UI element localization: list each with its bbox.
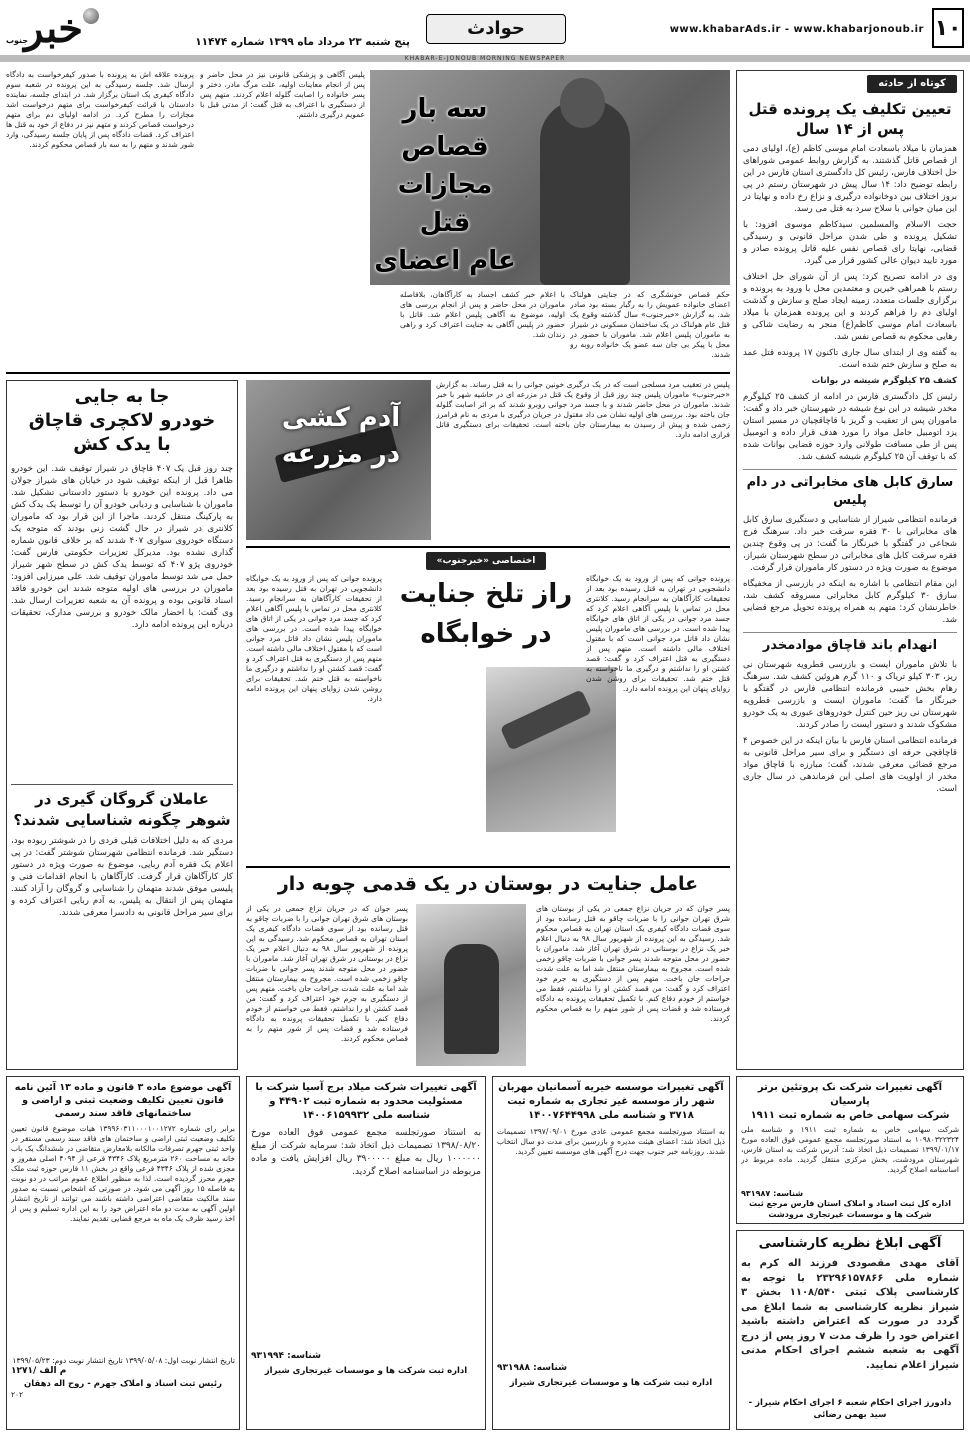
paragraph: فرمانده انتظامی استان فارس با بیان اینکه در این خصوص ۴ قاچاقچی حرفه ای دستگیر و برای سیر مراحل قانونی به مرجع قضائی معرفی شدند، گفت: مبارزه با قاچاق مواد مخدر از اولویت های اصلی این فرماندهی در سال جاری است. (743, 736, 957, 794)
ad-signature: اداره کل ثبت اسناد و املاک استان فارس مرجع ثبت شرکت ها و موسسات غیرتجاری مرودشت (749, 1199, 951, 1219)
defendant-figure (444, 944, 499, 1054)
date-line: پنج شنبه ۲۳ مرداد ماه ۱۳۹۹ شماره ۱۱۴۷۴ (195, 36, 410, 48)
masthead (0, 0, 970, 62)
section-title: حوادث (467, 18, 525, 39)
top-story-headline (370, 90, 520, 280)
kidnap-body: مردی که به دلیل اختلافات قبلی فردی را در شوشتر ربوده بود، دستگیر شد. فرمانده انتظامی شهرستان شوشتر گفت: در پی اعلام یک فقره آدم ربایی، موضوع به صورت ویژه در دستور کار کارآگاهان قرار گرفت. کارآگاهان با انجام اقدامات فنی و پلیسی موفق شدند متهمان را شناسایی و گروگان را آزاد کنند. متهمان پس از انتقال به پلیس، به آدم ربایی اعتراف کرده و برای سیر مراحل قانونی به دادسرا معرفی شدند. (11, 836, 233, 918)
headline-line: عاملان گروگان گیری در (35, 790, 209, 808)
brief-headline-2: سارق کابل های مخابراتی در دام پلیس (743, 469, 957, 510)
ad-nak-protein (736, 1076, 964, 1224)
ad-milad-borj (246, 1076, 486, 1430)
gallows-body-right: پسر جوان که در جریان نزاع جمعی در یکی از بوستان های شرق تهران جوانی را با ضربات چاقو به قتل رسانده بود از سوی قضات دادگاه کیفری یک استان تهران به قصاص محکوم شد. رسیدگی به این پرونده از شهریور سال ۹۸ به دنبال اعلام خبر یک نزاع در بوستانی در شرق تهران آغاز شد. ماموران با حضور در محل متوجه شدند پسر جوانی با ضربات چاقو زخمی شده است. مجروح به بیمارستان منتقل شد اما به علت شدت جراحات جان باخت. متهم پس از دستگیری به جرم خود اعتراف کرد و گفت: من قصد کشتن او را نداشتم، فقط می خواستم از خودم دفاع کنم. با تکمیل تحقیقات پرونده به دادگاه فرستاده شد و قضات پس از شور متهم را به قصاص محکوم کردند. (536, 904, 730, 1023)
brief-tag: کوتاه از حادثه (867, 75, 957, 93)
bedroom-body-right: پرونده جوانی که پس از ورود به یک خوابگاه دانشجویی در تهران به قتل رسیده بود بعد از تحقیقات کارآگاهان به سرانجام رسید. کلانتری محل در تماس با پلیس آگاهی اعلام کرد که جسد مرد جوانی در یکی از اتاق های خوابگاه پیدا شده است. در بررسی های ماموران پلیس نشان داد قاتل مرد جوانی است که با مقتول اختلاف مالی داشته است. متهم پس از دستگیری به قتل اعتراف کرد و گفت: قصد کشتن او را نداشتم و درگیری ما ناخواسته به قتل ختم شد. تحقیقات برای روشن شدن زوایای پنهان این پرونده ادامه دارد. (586, 574, 730, 693)
top-story-col-4: پرونده علاقه اش به پرونده با صدور کیفرخواست به دادگاه ارسال شد. جلسه رسیدگی به این پرونده در شعبه سوم دادگاه کیفری یک استان برگزار شد. در ابتدای جلسه، نماینده دادستان با قرائت کیفرخواست برای متهم درخواست اشد مجازات را مطرح کرد. در ادامه اولیای دم برای متهم درخواست قصاص کردند و متهم نیز در دفاع از خود به قتل ها اعتراف کرد. قضات دادگاه پس از پایان جلسه رسیدگی، وارد شور شدند و متهم را به سه بار قصاص محکوم کردند. (6, 70, 194, 149)
ad-title: آگهی تغییرات شرکت میلاد برج آسیا شرکت با مسئولیت محدود به شماره ثبت ۴۴۹۰۲ و شناسه ملی ۱۴۰۰۶۱۵۹۹۳۲ (255, 1082, 477, 1121)
banner-strip (0, 55, 970, 62)
ad-title: آگهی تغییرات موسسه خیریه آسمانیان مهربان شهر راز موسسه غیر تجاری به شماره ثبت ۳۷۱۸ و شناسه ملی ۱۴۰۰۷۶۴۴۹۹۸ (498, 1082, 724, 1121)
headline-line: سه بار قصاص (401, 94, 489, 162)
defendant-photo (416, 904, 526, 1066)
headline-line: شوهر چگونه شناسایی شدند؟ (13, 811, 231, 829)
ad-body: شرکت سهامی خاص به شماره ثبت ۱۹۱۱ و شناسه ملی ۱۰۹۸۰۳۲۲۳۲۴ به استناد صورتجلسه مجمع عمومی فوق العاده مورخ ۱۳۹۹/۰۱/۱۷ تصمیمات ذیل اتخاذ شد: آدرس شرکت به استان فارس، شهرستان مرودشت، بخش مرکزی منتقل گردید. ماده مربوط در اساسنامه اصلاح گردید. (741, 1125, 959, 1174)
headline-line: مجازات قتل (397, 170, 493, 238)
kidnap-headline (11, 784, 233, 831)
paragraph: به گفته وی از ابتدای سال جاری تاکنون ۱۷ پرونده قتل عمد به صلح و سازش ختم شده است. (743, 348, 957, 370)
bedroom-headline (386, 574, 586, 654)
logo-text: خبر (24, 5, 83, 52)
divider (246, 546, 730, 548)
paragraph: با تلاش ماموران ایست و بازرسی قطرویه شهرستان نی ریز، ۳۰۳ کیلو تریاک و ۱۱۰ گرم هروئین کشف شد. سرهنگ رهام بخش حبیبی فرمانده انتظامی فارس در گفتگو با خبرنگار ما گفت: ماموران ایست و بازرسی قطرویه شهرستان نی ریز حین کنترل خودروهای عبوری به یک خودرو مشکوک شدند و دستور ایست را صادر کردند. (743, 660, 957, 730)
ad-signature: اداره ثبت شرکت ها و موسسات غیرتجاری شیراز (264, 1366, 468, 1376)
ad-number: شناسه: ۹۳۱۹۸۸ (497, 1363, 567, 1373)
websites: www.khabarAds.ir - www.khabarjonoub.ir (669, 24, 924, 35)
headline-line: در خوابگاه (420, 619, 552, 649)
ad-code: ۲۰۲ (11, 1390, 24, 1399)
ad-body: به استناد صورتجلسه مجمع عمومی فوق العاده مورخ ۱۳۹۸/۰۸/۲۰ تصمیمات ذیل اتخاذ شد: سرمایه شرکت از مبلغ ۱۰۰۰۰۰۰ ریال به مبلغ ۳۹۰۰۰۰۰ ریال افزایش یافت و ماده مربوطه در اساسنامه اصلاح گردید. (251, 1128, 481, 1177)
ad-charity (492, 1076, 730, 1430)
headline-line: جا به جایی (74, 386, 170, 407)
divider (246, 866, 730, 868)
car-story-body: چند روز قبل یک ۴۰۷ قاچاق در شیراز توقیف شد. این خودرو ظاهرا قبل از اینکه توقیف شود در خیابان های شیراز جولان می داد. پرونده این خودرو با دستور دادستانی تشکیل شد. ماموران با شناسایی و ردیابی خودرو آن را توسط یک یدک کش به پارکینگ منتقل کردند. ماجرا از این قرار بود که ماموران کلانتری در شیراز در حال گشت زنی بودند که متوجه یک دستگاه خودروی سواری ۴۰۷ شدند که بر خلاف قانون شماره گذاری نشده بود. مدیرکل تعزیرات حکومتی فارس گفت: خودروی پژو ۴۰۷ که توسط یدک کش در سطح شهر شیراز حمل می شد توسط ماموران توقیف شد. علی میرزایی افزود: ماموران در بررسی های اولیه متوجه شدند این خودرو فاقد اسناد قانونی بوده و پرونده آن به شعبه تعزیرات ارسال شد. وی گفت: با احضار مالک خودرو و بررسی مدارک، تحقیقات درباره این پرونده ادامه دارد. (11, 464, 233, 630)
banner-text: KHABAR-E-JONOUB MORNING NEWSPAPER (404, 55, 566, 62)
brief-body-3 (743, 659, 957, 795)
top-story-col-1: حکم قصاص خونشگری که در جنایتی هولناک اعضای خانواده عمویش را به رگبار بسته بود صادر شد. به گزارش «خبرجنوب» سال گذشته وقوع یک قتل عام هولناک در یک ساختمان مسکونی در شیراز به ماموران پلیس اعلام شد. ماموران با حضور در محل با پیکر بی جان سه عضو یک خانواده روبه رو شدند. (570, 290, 730, 359)
subheading: کشف ۲۵ کیلوگرم شیشه در بوانات (811, 376, 957, 386)
right-column (736, 70, 964, 1070)
ad-number: شناسه: ۹۳۱۹۹۴ (251, 1351, 321, 1361)
farm-story (246, 380, 730, 540)
divider (6, 372, 730, 374)
paragraph: حجت الاسلام والمسلمین سیدکاظم موسوی افزود: با تشکیل پرونده و طی شدن مراحل قانونی و رسیدگی قضایی، نهایتا رای قصاص نفس علیه قاتل پرونده صادر و مورد تایید دیوان عالی کشور قرار می گیرد. (743, 220, 957, 266)
paragraph: همزمان با میلاد باسعادت امام موسی کاظم (ع)، اولیای دمی از قصاص قاتل گذشتند. به گزارش روابط عمومی شوراهای حل اختلاف فارس، رئیس کل دادگستری استان فارس در این رابطه توضیح داد: ۱۴ سال پیش در شهرستان رستم در پی بروز اختلاف بین دوخانواده درگیری و نزاع رخ داده و نهایتا در این میان جوانی با سلاح سرد به قتل می رسد. (743, 144, 957, 214)
brief-headline-3: انهدام باند قاچاق موادمخدر (743, 632, 957, 655)
ad-signature: اداره ثبت شرکت ها و موسسات غیرتجاری شیراز (509, 1378, 713, 1388)
page-number-box (932, 8, 964, 48)
ad-body: برابر رای شماره ۱۳۹۹۶۰۳۱۱۰۰۰۱۰۰۱۲۷۲ هیات موضوع قانون تعیین تکلیف وضعیت ثبتی اراضی و ساختمان های فاقد سند رسمی مستقر در واحد ثبتی جهرم تصرفات مالکانه بلامعارض متقاضی در ششدانگ یک باب خانه به مساحت ۲۶۰ مترمربع پلاک ۴۳۴۶ فرعی از ۴۰۹۴ اصلی مفروز و مجزی شده از پلاک ۴۳۴۶ فرعی واقع در بخش ۱۱ فارس حوزه ثبت ملک جهرم محرز گردیده است. لذا به منظور اطلاع عموم مراتب در دو نوبت به فاصله ۱۵ روز آگهی می شود. در صورتی که اشخاص نسبت به صدور سند مالکیت متقاضی اعتراضی داشته باشند می توانند از تاریخ انتشار اولین آگهی به مدت دو ماه اعتراض خود را به این اداره تسلیم و پس از اخذ رسید ظرف یک ماه به مرجع قضایی تقدیم نمایند. (11, 1124, 235, 1223)
paragraph: رئیس کل دادگستری فارس در ادامه از کشف ۲۵ کیلوگرم مخدر شیشه در این نوع شیشه در شهرستان خبر داد و گفت: ماموران پس از تعقیب و گریز با قاچاقچیان در مسیر استان یزد اتومبیل حامل مواد را مورد هدف قرار داده و اتومبیل پس از طی مسافت طولانی وارد حوزه قضایی بوانات شده که با توقف آن ۲۵ کیلوگرم شیشه کشف شد. (743, 392, 957, 462)
gallows-story (246, 870, 730, 1066)
top-story-col-3: پلیس آگاهی و پزشکی قانونی نیز در محل حاضر و پس از انجام معاینات اولیه، علت مرگ مادر، دختر و پسر خانواده را اصابت گلوله اعلام کردند. متهم پس از دستگیری با اعتراف به قتل گفت: از مدتی قبل با عمویم درگیری داشتم. (200, 70, 365, 119)
ad-body: آقای مهدی مقصودی فرزند اله کرم به شماره ملی ۲۳۲۹۶۱۵۷۸۶۶ با توجه به کارشناسی پلاک ثبتی ۱۱۰۸/۵۴۰ بخش ۳ شیراز نظریه کارشناسی به شما ابلاغ می گردد در صورت که اعتراض داشته باشید اعتراض خود را ظرف مدت ۷ روز پس از درج آگهی به شعبه ششم اجرای احکام مدنی شیراز اعلام نمایید. (741, 1258, 959, 1371)
farm-body: پلیس در تعقیب مرد مسلحی است که در یک درگیری خونین جوانی را به قتل رساند. به گزارش «خبرجنوب» ماموران پلیس چند روز قبل از وقوع یک قتل در مزرعه ای در حاشیه شهر با خبر شدند. ماموران در محل حاضر شدند و با جسد مرد جوانی روبرو شدند که بر اثر اصابت گلوله جان باخته بود. بررسی های اولیه نشان می داد مقتول در جریان درگیری با مردی به نام فرامرز زخمی شده و پیش از رسیدن به بیمارستان جان باخته است. تحقیقات برای دستگیری قاتل فراری ادامه دارد. (436, 380, 730, 439)
ad-title: آگهی ابلاغ نظریه کارشناسی (758, 1236, 942, 1251)
bedroom-story (246, 552, 730, 862)
exclusive-tag: اختصاصی «خبرجنوب» (426, 552, 546, 570)
ad-dates: تاریخ انتشار نوبت اول: ۱۳۹۹/۰۵/۰۸ تاریخ انتشار نوبت دوم: ۱۳۹۹/۰۵/۲۳ (12, 1356, 235, 1365)
car-story (6, 380, 238, 1070)
gavel-icon (500, 689, 593, 751)
logo (6, 4, 101, 54)
gallows-headline: عامل جنایت در بوستان در یک قدمی چوبه دار (277, 873, 699, 895)
car-story-headline (11, 385, 233, 457)
brief-headline-1: تعیین تکلیف یک پرونده قتل پس از ۱۴ سال (748, 100, 952, 138)
gallows-body-left: پسر جوان که در جریان نزاع جمعی در یکی از بوستان های شرق تهران جوانی را با ضربات چاقو به قتل رسانده بود از سوی قضات دادگاه کیفری یک استان تهران به قصاص محکوم شد. رسیدگی به این پرونده از شهریور سال ۹۸ به دنبال اعلام خبر یک نزاع در بوستانی در شرق تهران آغاز شد. ماموران با حضور در محل متوجه شدند پسر جوانی با ضربات چاقو زخمی شده است. مجروح به بیمارستان منتقل شد اما به علت شدت جراحات جان باخت. متهم پس از دستگیری به جرم خود اعتراف کرد و گفت: من قصد کشتن او را نداشتم، فقط می خواستم از خودم دفاع کنم. با تکمیل تحقیقات پرونده به دادگاه فرستاده شد و قضات پس از شور متهم را به قصاص محکوم کردند. (246, 904, 408, 1043)
ad-signature: رئیس ثبت اسناد و املاک جهرم - روح اله دهقان (24, 1379, 222, 1389)
ad-signature: دادورز اجرای احکام شعبه ۶ اجرای احکام شیراز - سید بهمن رضائی (748, 1398, 952, 1420)
logo-sub: جنوب (6, 36, 29, 45)
headline-line: عام اعضای (374, 246, 516, 276)
headline-line: راز تلخ جنایت (399, 579, 573, 609)
globe-icon (83, 8, 99, 24)
section-title-box (426, 14, 566, 44)
ad-land-registry (6, 1076, 240, 1430)
top-story (200, 70, 730, 366)
person-head (560, 78, 605, 128)
paragraph: این مقام انتظامی با اشاره به اینکه در بازرسی از مخفیگاه سارق ۳۰ کیلوگرم کابل مخابراتی مسروقه کشف شد، خاطرنشان کرد: متهم به همراه پرونده تحویل مرجع قضایی شد. (743, 579, 957, 625)
paragraph: وی در ادامه تصریح کرد: پس از آن شورای حل اختلاف رستم با همراهی خیرین و معتمدین محل با ورود به پرونده و برگزاری جلسات متعدد، زمینه ایجاد صلح و سازش و گذشت اولیای دم را فراهم کردند و این پرونده همزمان با میلاد باسعادت امام موسی کاظم(ع) منجر به رضایت شاکی و رهایی محکوم به قصاص نفس شد. (743, 272, 957, 342)
ad-title: آگهی تغییرات شرکت نک پروتئین برتر پارسیان (757, 1082, 943, 1107)
farm-headline (256, 400, 426, 472)
ad-registration: شرکت سهامی خاص به شماره ثبت ۱۹۱۱ (750, 1110, 950, 1121)
ad-number: شناسه: ۹۳۱۹۸۷ (741, 1189, 804, 1198)
page-number: ۱۰ (934, 16, 962, 41)
top-story-col-2: با اعلام خبر کشف اجساد به کارآگاهان، بلافاصله ماموران در محل حاضر و پس از انجام بررسی های اولیه، موضوع به آگاهی پلیس اعلام شد. قاتل با حضور در پلیس آگاهی به جنایت اعتراف کرد و راهی زندان شد. (400, 290, 565, 339)
headline-line: خودرو لاکچری قاچاق (28, 410, 216, 431)
paragraph: فرمانده انتظامی شیراز از شناسایی و دستگیری سارق کابل های مخابراتی با ۳۰ فقره سرقت خبر داد. سرهنگ فرج شجاعی در گفتگو با خبرنگار ما گفت: در پی وقوع چندین فقره سرقت کابل های مخابراتی در سطح شهرستان شیراز، موضوع به صورت ویژه در دستور کار ماموران قرار گرفت. (743, 515, 957, 573)
ad-number: م الف /۱۲۷۱ (11, 1366, 67, 1376)
ad-title: آگهی موضوع ماده ۳ قانون و ماده ۱۳ آئین نامه قانون تعیین تکلیف وضعیت ثبتی و اراضی و ساختمانهای فاقد سند رسمی (14, 1082, 232, 1119)
ad-body: به استناد صورتجلسه مجمع عمومی عادی مورخ ۱۳۹۷/۰۹/۰۱ تصمیمات ذیل اتخاذ شد: اعضای هیئت مدیره و بازرسین برای مدت دو سال انتخاب شدند. روزنامه خبر جنوب جهت درج آگهی های موسسه تعیین گردید. (497, 1127, 725, 1156)
headline-line: در مزرعه (281, 439, 401, 469)
headline-line: با یدک کش (73, 434, 171, 455)
ad-expert-opinion (736, 1230, 964, 1430)
brief-body-2 (743, 514, 957, 626)
headline-line: آدم کشی (281, 403, 401, 433)
brief-body-1 (743, 143, 957, 463)
bedroom-body-left: پرونده جوانی که پس از ورود به یک خوابگاه دانشجویی در تهران به قتل رسیده بود بعد از تحقیقات کارآگاهان به سرانجام رسید. کلانتری محل در تماس با پلیس آگاهی اعلام کرد که جسد مرد جوانی در یکی از اتاق های خوابگاه پیدا شده است. در بررسی های ماموران پلیس نشان داد قاتل مرد جوانی است که با مقتول اختلاف مالی داشته است. متهم پس از دستگیری به قتل اعتراف کرد و گفت: قصد کشتن او را نداشتم و درگیری ما ناخواسته به قتل ختم شد. تحقیقات برای روشن شدن زوایای پنهان این پرونده ادامه دارد. (246, 574, 382, 703)
